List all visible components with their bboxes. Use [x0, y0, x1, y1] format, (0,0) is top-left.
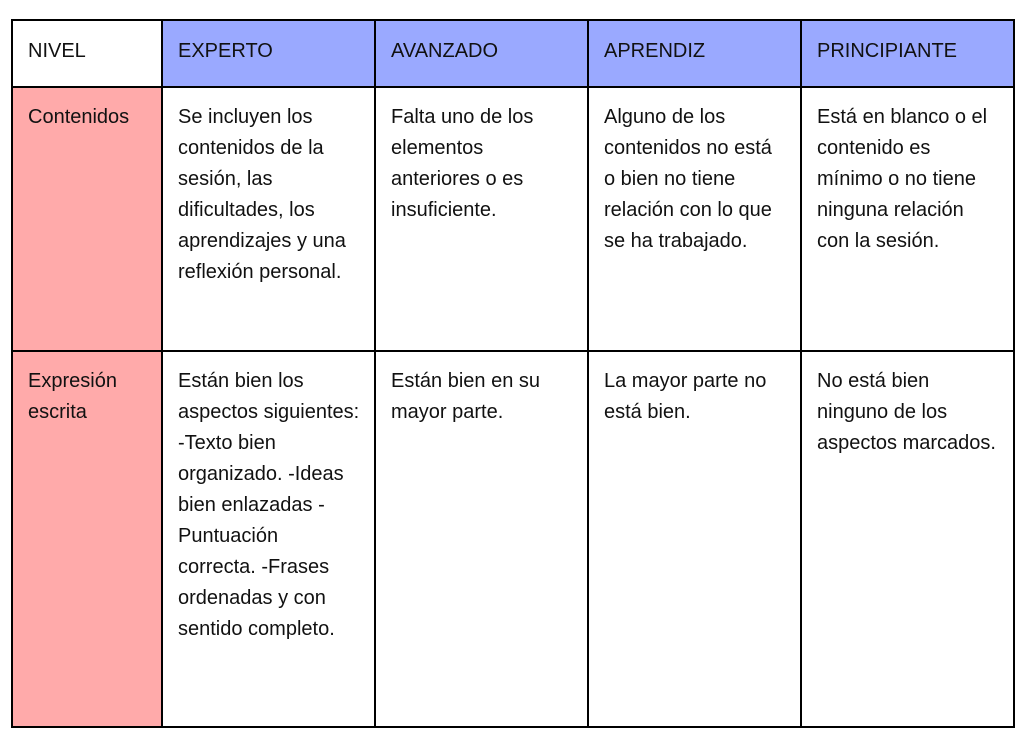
rubric-table: [11, 19, 1015, 728]
criterion-expresion-escrita: Expresión escrita: [12, 351, 162, 727]
cell-expresion-avanzado: Están bien en su mayor parte.: [375, 351, 588, 727]
cell-expresion-principiante: No está bien ninguno de los aspectos marcados.: [801, 351, 1014, 727]
cell-contenidos-principiante: Está en blanco o el contenido es mínimo o no tiene ninguna relación con la sesión.: [801, 87, 1014, 351]
cell-contenidos-aprendiz: Alguno de los contenidos no está o bien no tiene relación con lo que se ha trabajado.: [588, 87, 801, 351]
header-level-label: NIVEL: [12, 20, 162, 87]
header-experto: EXPERTO: [162, 20, 375, 87]
table-row-contenidos: [12, 87, 1014, 351]
cell-expresion-experto: Están bien los aspectos siguientes: -Texto bien organizado. -Ideas bien enlazadas -Puntuación correcta. -Frases ordenadas y con sentido completo.: [162, 351, 375, 727]
header-principiante: PRINCIPIANTE: [801, 20, 1014, 87]
header-aprendiz: APRENDIZ: [588, 20, 801, 87]
header-avanzado: AVANZADO: [375, 20, 588, 87]
criterion-contenidos: Contenidos: [12, 87, 162, 351]
cell-contenidos-experto: Se incluyen los contenidos de la sesión, las dificultades, los aprendizajes y una reflexión personal.: [162, 87, 375, 351]
cell-expresion-aprendiz: La mayor parte no está bien.: [588, 351, 801, 727]
cell-contenidos-avanzado: Falta uno de los elementos anteriores o es insuficiente.: [375, 87, 588, 351]
table-row-expresion-escrita: [12, 351, 1014, 727]
header-row: [12, 20, 1014, 87]
